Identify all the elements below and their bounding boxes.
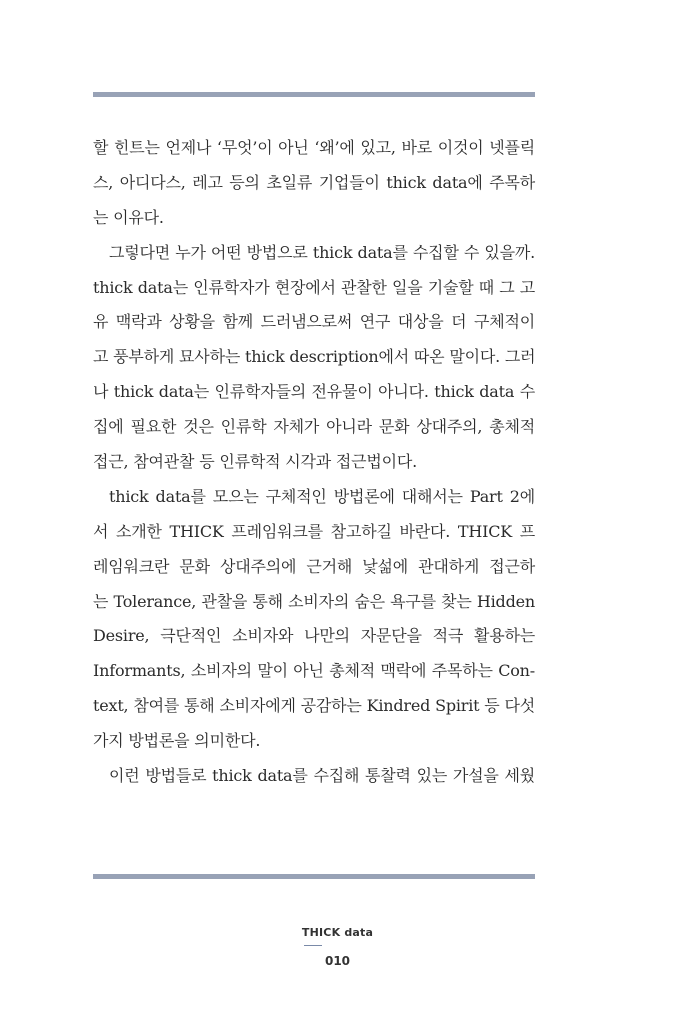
text-line: thick data를 모으는 구체적인 방법론에 대해서는 Part 2에 <box>109 486 535 506</box>
text-line: 는 Tolerance, 관찰을 통해 소비자의 숨은 욕구를 찾는 Hidden <box>93 591 535 611</box>
running-title: THICK data <box>301 926 374 939</box>
text-line: 가지 방법론을 의미한다. <box>93 731 261 751</box>
text-line: 이런 방법들로 thick data를 수집해 통찰력 있는 가설을 세웠 <box>109 766 535 786</box>
text-line: Informants, 소비자의 말이 아닌 총체적 맥락에 주목하는 Con- <box>93 661 535 681</box>
text-line: 서 소개한 THICK 프레임워크를 참고하길 바란다. THICK 프 <box>93 521 535 541</box>
top-rule <box>93 92 535 97</box>
page-number: 010 <box>324 954 351 968</box>
bottom-rule <box>93 874 535 879</box>
text-line: 나 thick data는 인류학자들의 전유물이 아니다. thick data 수 <box>93 382 535 402</box>
text-line: Desire, 극단적인 소비자와 나만의 자문단을 적극 활용하는 <box>93 626 535 646</box>
text-line: 접근, 참여관찰 등 인류학적 시각과 접근법이다. <box>93 452 418 472</box>
text-line: 집에 필요한 것은 인류학 자체가 아니라 문화 상대주의, 총체적 <box>93 417 535 437</box>
text-line: 레임워크란 문화 상대주의에 근거해 낯섦에 관대하게 접근하 <box>93 556 535 576</box>
text-line: 스, 아디다스, 레고 등의 초일류 기업들이 thick data에 주목하 <box>93 172 535 192</box>
text-line: 유 맥락과 상황을 함께 드러냄으로써 연구 대상을 더 구체적이 <box>93 312 535 332</box>
text-line: 는 이유다. <box>93 207 164 227</box>
body-text <box>93 131 535 794</box>
text-line: text, 참여를 통해 소비자에게 공감하는 Kindred Spirit 등 다섯 <box>93 696 535 716</box>
text-line: 그렇다면 누가 어떤 방법으로 thick data를 수집할 수 있을까. <box>109 242 535 262</box>
text-line: 할 힌트는 언제나 ‘무엇’이 아닌 ‘왜’에 있고, 바로 이것이 넷플릭 <box>93 138 535 157</box>
text-line: thick data는 인류학자가 현장에서 관찰한 일을 기술할 때 그 고 <box>93 277 535 297</box>
text-line: 고 풍부하게 묘사하는 thick description에서 따온 말이다. 그러 <box>93 347 536 367</box>
footer-divider <box>304 945 322 946</box>
